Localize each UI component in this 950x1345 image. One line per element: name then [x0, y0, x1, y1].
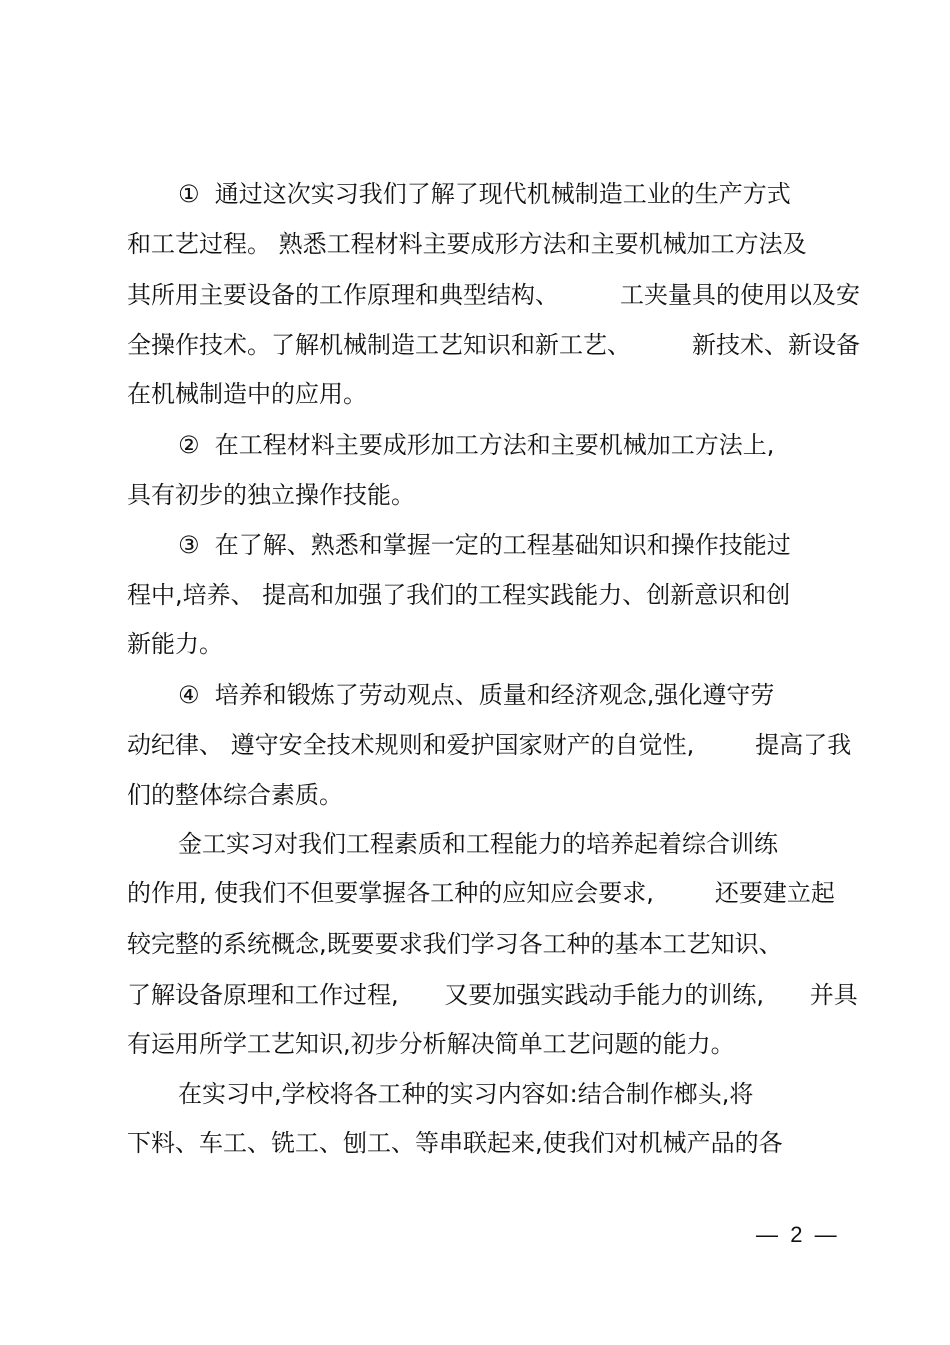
text-line: 们的整体综合素质。 — [127, 781, 343, 809]
text-line: 了解设备原理和工作过程, 又要加强实践动手能力的训练, 并具 — [127, 981, 858, 1009]
text-line: 有运用所学工艺知识,初步分析解决简单工艺问题的能力。 — [127, 1030, 735, 1058]
text-line: ③ 在了解、熟悉和掌握一定的工程基础知识和操作技能过 — [178, 531, 791, 559]
text-line: 较完整的系统概念,既要要求我们学习各工种的基本工艺知识、 — [127, 930, 783, 958]
text-line: 在实习中,学校将各工种的实习内容如:结合制作榔头,将 — [178, 1080, 754, 1108]
text-line: 在机械制造中的应用。 — [127, 380, 367, 408]
text-line: ② 在工程材料主要成形加工方法和主要机械加工方法上, — [178, 431, 775, 459]
text-line: 金工实习对我们工程素质和工程能力的培养起着综合训练 — [178, 830, 778, 858]
text-line: 的作用, 使我们不但要掌握各工种的应知应会要求, 还要建立起 — [127, 879, 835, 907]
text-line: 动纪律、 遵守安全技术规则和爱护国家财产的自觉性, 提高了我 — [127, 731, 852, 759]
text-line: 下料、车工、铣工、刨工、等串联起来,使我们对机械产品的各 — [127, 1129, 783, 1157]
text-line: 全操作技术。了解机械制造工艺知识和新工艺、 新技术、新设备 — [127, 331, 861, 359]
text-line: 新能力。 — [127, 630, 223, 658]
text-line: 其所用主要设备的工作原理和典型结构、 工夹量具的使用以及安 — [127, 281, 861, 309]
text-line: ① 通过这次实习我们了解了现代机械制造工业的生产方式 — [178, 180, 791, 208]
text-line: 具有初步的独立操作技能。 — [127, 481, 415, 509]
text-line: 和工艺过程。 熟悉工程材料主要成形方法和主要机械加工方法及 — [127, 230, 807, 258]
text-line: ④ 培养和锻炼了劳动观点、质量和经济观念,强化遵守劳 — [178, 681, 775, 709]
page-number: — 2 — — [756, 1222, 837, 1247]
text-line: 程中,培养、 提高和加强了我们的工程实践能力、创新意识和创 — [127, 581, 791, 609]
